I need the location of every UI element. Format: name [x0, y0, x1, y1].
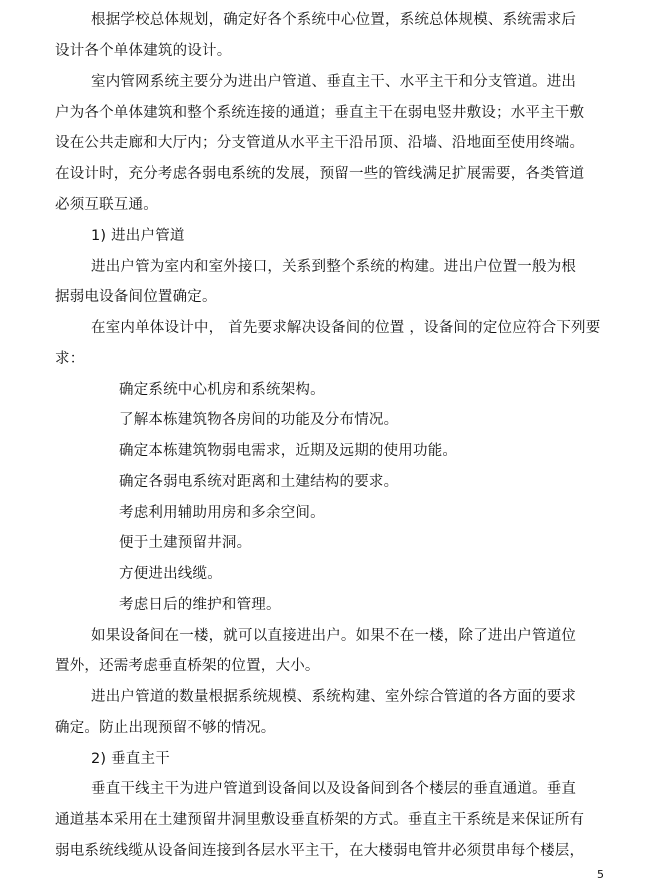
- paragraph-line: 确定。防止出现预留不够的情况。: [55, 720, 276, 736]
- list-item: 了解本栋建筑物各房间的功能及分布情况。: [119, 412, 399, 428]
- section-heading: 2) 垂直主干: [91, 751, 170, 767]
- paragraph-line: 进出户管道的数量根据系统规模、系统构建、室外综合管道的各方面的要求: [91, 689, 577, 705]
- paragraph-line: 置外，还需考虑垂直桥架的位置，大小。: [55, 658, 320, 674]
- list-item: 确定本栋建筑物弱电需求，近期及远期的使用功能。: [119, 443, 458, 459]
- list-item: 方便进出线缆。: [119, 566, 222, 582]
- section-heading: 1) 进出户管道: [91, 228, 185, 244]
- paragraph-line: 必须互联互通。: [55, 197, 158, 213]
- paragraph-line: 设在公共走廊和大厅内；分支管道从水平主干沿吊顶、沿墙、沿地面至使用终端。: [55, 135, 585, 151]
- page-number: 5: [597, 868, 604, 881]
- paragraph-line: 垂直干线主干为进户管道到设备间以及设备间到各个楼层的垂直通道。垂直: [91, 781, 577, 797]
- list-item: 考虑利用辅助用房和多余空间。: [119, 505, 325, 521]
- paragraph-line: 据弱电设备间位置确定。: [55, 289, 217, 305]
- paragraph-line: 进出户管为室内和室外接口，关系到整个系统的构建。进出户位置一般为根: [91, 259, 577, 275]
- paragraph-line: 设计各个单体建筑的设计。: [55, 43, 232, 59]
- paragraph-line: 在室内单体设计中， 首先要求解决设备间的位置 ，设备间的定位应符合下列要: [91, 320, 601, 336]
- paragraph-line: 在设计时，充分考虑各弱电系统的发展，预留一些的管线满足扩展需要，各类管道: [55, 166, 585, 182]
- paragraph-line: 室内管网系统主要分为进出户管道、垂直主干、水平主干和分支管道。进出: [91, 74, 577, 90]
- list-item: 便于土建预留井洞。: [119, 535, 252, 551]
- paragraph-line: 通道基本采用在土建预留井洞里敷设垂直桥架的方式。垂直主干系统是来保证所有: [55, 812, 585, 828]
- paragraph-line: 户为各个单体建筑和整个系统连接的通道；垂直主干在弱电竖井敷设；水平主干敷: [55, 105, 585, 121]
- paragraph-line: 弱电系统线缆从设备间连接到各层水平主干，在大楼弱电管井必须贯串每个楼层，: [55, 843, 585, 859]
- paragraph-line: 根据学校总体规划，确定好各个系统中心位置，系统总体规模、系统需求后: [91, 12, 577, 28]
- list-item: 确定系统中心机房和系统架构。: [119, 382, 325, 398]
- paragraph-line: 求：: [55, 351, 85, 367]
- paragraph-line: 如果设备间在一楼，就可以直接进出户。如果不在一楼，除了进出户管道位: [91, 628, 577, 644]
- list-item: 考虑日后的维护和管理。: [119, 597, 281, 613]
- list-item: 确定各弱电系统对距离和土建结构的要求。: [119, 474, 399, 490]
